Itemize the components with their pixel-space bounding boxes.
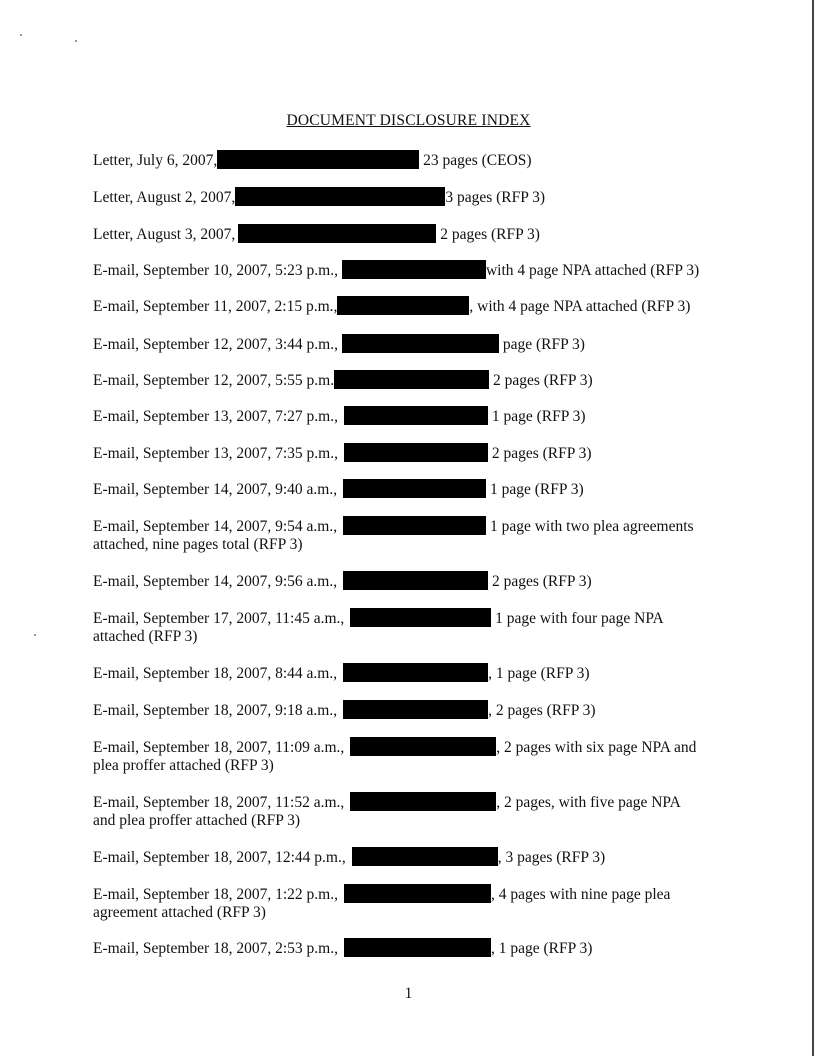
index-entry	[93, 608, 733, 646]
index-entry	[93, 296, 733, 316]
index-entry	[93, 150, 733, 170]
entry-text: 2 pages (RFP 3)	[489, 372, 593, 389]
entry-text: , with 4 page NPA attached (RFP 3)	[469, 298, 691, 315]
index-entry	[93, 479, 733, 499]
index-entry	[93, 334, 733, 354]
entry-text: E-mail, September 18, 2007, 9:18 a.m.,	[93, 702, 338, 719]
redaction-block	[352, 847, 498, 866]
entry-text: E-mail, September 18, 2007, 1:22 p.m.,	[93, 886, 338, 903]
entry-text: E-mail, September 13, 2007, 7:35 p.m.,	[93, 445, 338, 462]
page-edge-line	[812, 0, 814, 1056]
entry-text: E-mail, September 18, 2007, 12:44 p.m.,	[93, 849, 346, 866]
index-entry	[93, 443, 733, 463]
redaction-block	[350, 608, 491, 627]
entry-text: E-mail, September 14, 2007, 9:54 a.m.,	[93, 518, 338, 535]
redaction-block	[343, 700, 488, 719]
index-entry	[93, 884, 733, 922]
index-entry	[93, 406, 733, 426]
entry-text: E-mail, September 10, 2007, 5:23 p.m.,	[93, 262, 338, 279]
index-entry	[93, 571, 733, 591]
redaction-block	[350, 792, 496, 811]
entry-continuation: agreement attached (RFP 3)	[93, 904, 266, 921]
entry-text: E-mail, September 12, 2007, 5:55 p.m.	[93, 372, 335, 389]
entry-text: E-mail, September 11, 2007, 2:15 p.m.,	[93, 298, 338, 315]
document-title: DOCUMENT DISCLOSURE INDEX	[286, 112, 531, 129]
entry-text: with 4 page NPA attached (RFP 3)	[485, 262, 700, 279]
redaction-block	[344, 938, 491, 957]
entry-text: , 2 pages, with five page NPA	[496, 794, 681, 811]
redaction-block	[344, 884, 491, 903]
entry-continuation: and plea proffer attached (RFP 3)	[93, 812, 301, 829]
entry-text: , 2 pages (RFP 3)	[488, 702, 596, 719]
entry-text: , 2 pages with six page NPA and	[496, 739, 697, 756]
entry-text: , 4 pages with nine page plea	[490, 886, 671, 903]
entry-text: E-mail, September 18, 2007, 11:52 a.m.,	[93, 794, 345, 811]
scan-speck	[34, 634, 36, 636]
redaction-block	[343, 479, 486, 498]
entry-text: E-mail, September 14, 2007, 9:56 a.m.,	[93, 573, 338, 590]
entry-text: page (RFP 3)	[498, 336, 585, 353]
redaction-block	[350, 737, 496, 756]
index-entry	[93, 663, 733, 683]
entry-text: E-mail, September 12, 2007, 3:44 p.m.,	[93, 336, 338, 353]
entry-text: E-mail, September 17, 2007, 11:45 a.m.,	[93, 610, 345, 627]
index-entry	[93, 938, 733, 958]
index-entry	[93, 187, 733, 207]
index-entry	[93, 847, 733, 867]
entry-text: E-mail, September 18, 2007, 8:44 a.m.,	[93, 665, 338, 682]
index-entry	[93, 370, 733, 390]
redaction-block	[238, 224, 436, 243]
entry-text: 1 page with four page NPA	[491, 610, 664, 627]
entry-text: 2 pages (RFP 3)	[488, 573, 592, 590]
redaction-block	[337, 296, 469, 315]
entry-continuation: attached, nine pages total (RFP 3)	[93, 536, 303, 553]
entry-text: 1 page (RFP 3)	[486, 481, 584, 498]
redaction-block	[342, 260, 486, 279]
redaction-block	[342, 334, 499, 353]
entry-text: Letter, July 6, 2007,	[93, 152, 218, 169]
redaction-block	[344, 406, 488, 425]
redaction-block	[217, 150, 419, 169]
redaction-block	[343, 571, 488, 590]
index-entry	[93, 224, 733, 244]
scan-speck	[20, 34, 22, 36]
redaction-block	[343, 663, 488, 682]
index-entry	[93, 792, 733, 830]
redaction-block	[334, 370, 489, 389]
entry-text: , 1 page (RFP 3)	[490, 940, 593, 957]
entry-text: 2 pages (RFP 3)	[487, 445, 592, 462]
entry-text: E-mail, September 18, 2007, 2:53 p.m.,	[93, 940, 338, 957]
redaction-block	[235, 187, 445, 206]
entry-text: 2 pages (RFP 3)	[436, 226, 540, 243]
entry-text: E-mail, September 13, 2007, 7:27 p.m.,	[93, 408, 338, 425]
index-entry	[93, 737, 733, 775]
redaction-block	[344, 443, 488, 462]
redaction-block	[343, 516, 486, 535]
entry-text: 3 pages (RFP 3)	[445, 189, 546, 206]
index-entry	[93, 516, 733, 554]
entry-continuation: attached (RFP 3)	[93, 628, 198, 645]
scan-speck	[75, 40, 77, 42]
entry-text: , 1 page (RFP 3)	[488, 665, 590, 682]
entry-text: 1 page (RFP 3)	[487, 408, 586, 425]
index-entry	[93, 260, 733, 280]
entry-text: Letter, August 3, 2007,	[93, 226, 236, 243]
entry-continuation: plea proffer attached (RFP 3)	[93, 757, 274, 774]
entry-text: 1 page with two plea agreements	[486, 518, 694, 535]
page-number: 1	[404, 985, 413, 1002]
entry-text: , 3 pages (RFP 3)	[497, 849, 606, 866]
index-entry	[93, 700, 733, 720]
entry-text: 23 pages (CEOS)	[419, 152, 532, 169]
entry-text: E-mail, September 18, 2007, 11:09 a.m.,	[93, 739, 345, 756]
entry-text: Letter, August 2, 2007,	[93, 189, 236, 206]
entry-text: E-mail, September 14, 2007, 9:40 a.m.,	[93, 481, 338, 498]
